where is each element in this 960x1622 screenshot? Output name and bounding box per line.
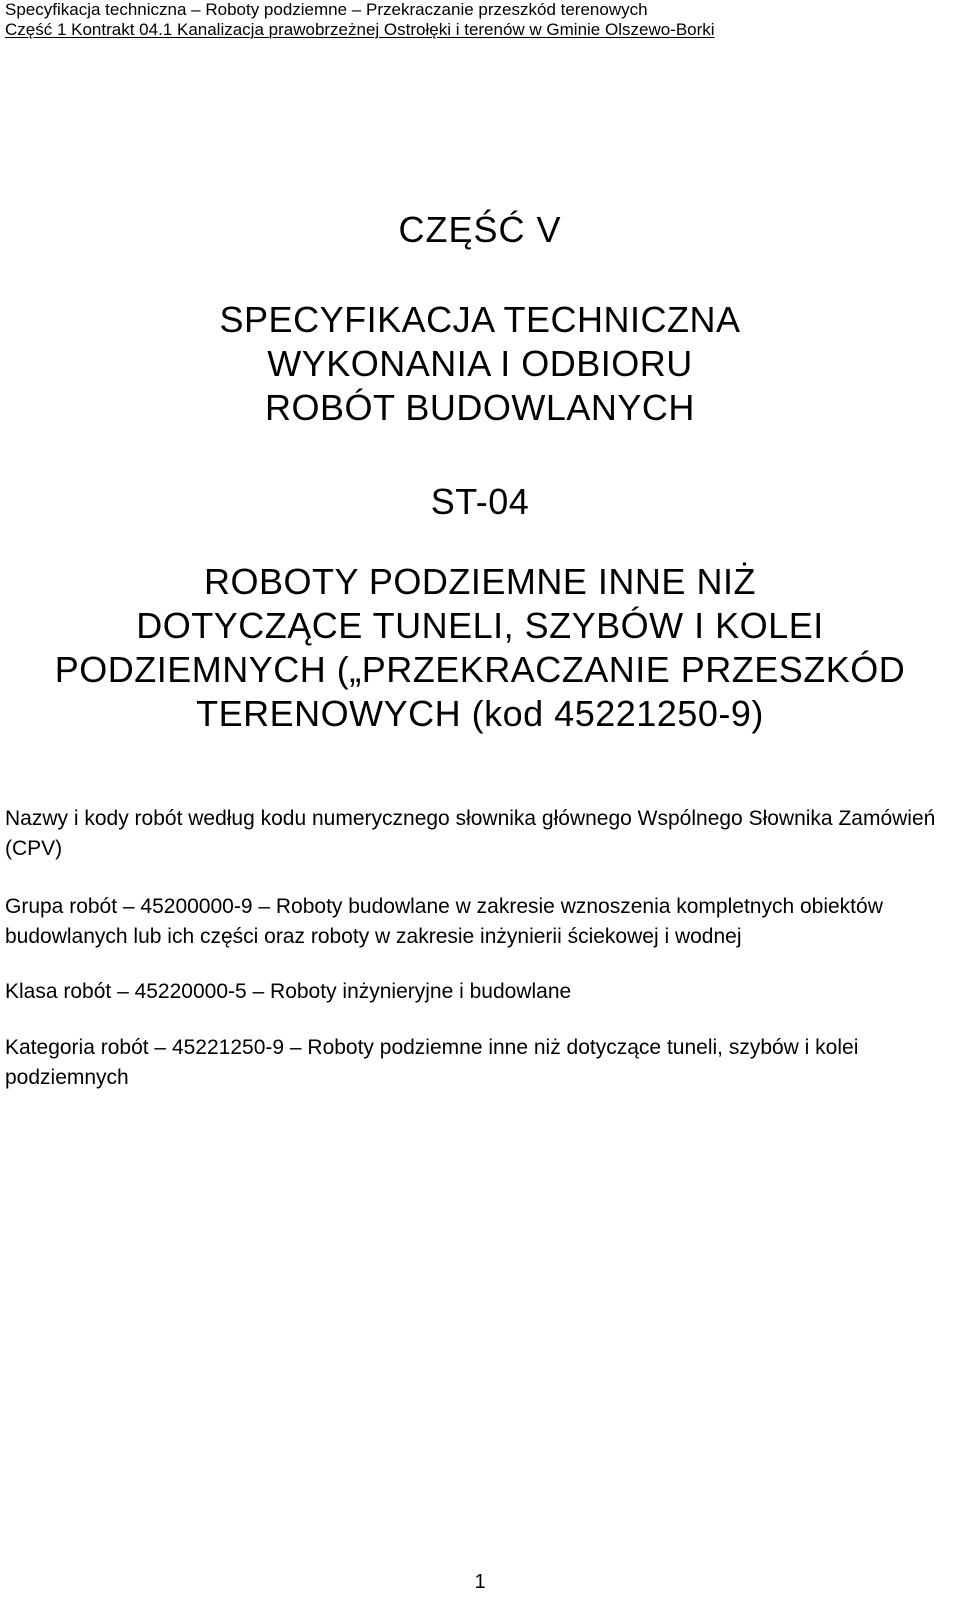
robots-title-line: TERENOWYCH (kod 45221250-9) (196, 693, 764, 734)
works-class-paragraph: Klasa robót – 45220000-5 – Roboty inżynieryjne i budowlane (5, 980, 572, 1003)
specification-title-line: SPECYFIKACJA TECHNICZNA (219, 299, 741, 340)
cpv-intro-paragraph: Nazwy i kody robót według kodu numerycznego słownika głównego Wspólnego Słownika Zamówień (CPV) (5, 807, 936, 860)
specification-title-line: WYKONANIA I ODBIORU (267, 343, 693, 384)
part-title: CZĘŚĆ V (398, 209, 562, 250)
header-document-title: Specyfikacja techniczna – Roboty podziemne – Przekraczanie przeszkód terenowych (5, 0, 648, 19)
robots-title-line: ROBOTY PODZIEMNE INNE NIŻ (204, 561, 756, 602)
specification-title-line: ROBÓT BUDOWLANYCH (265, 387, 695, 428)
works-group-paragraph: Grupa robót – 45200000-9 – Roboty budowlane w zakresie wznoszenia kompletnych obiektów budowlanych lub ich części oraz roboty w zakresie inżynierii ściekowej i wodnej (5, 895, 883, 948)
specification-code: ST-04 (430, 481, 530, 522)
running-header (5, 0, 715, 40)
specification-title (0, 298, 960, 430)
robots-title-line: PODZIEMNYCH („PRZEKRACZANIE PRZESZKÓD (54, 649, 906, 690)
header-contract-title: Część 1 Kontrakt 04.1 Kanalizacja prawobrzeżnej Ostrołęki i terenów w Gminie Olszewo-Borki (5, 20, 715, 39)
robots-title (0, 560, 960, 736)
works-category-paragraph: Kategoria robót – 45221250-9 – Roboty podziemne inne niż dotyczące tuneli, szybów i kolei podziemnych (5, 1036, 859, 1089)
page-number: 1 (474, 1571, 486, 1593)
robots-title-line: DOTYCZĄCE TUNELI, SZYBÓW I KOLEI (136, 605, 824, 646)
